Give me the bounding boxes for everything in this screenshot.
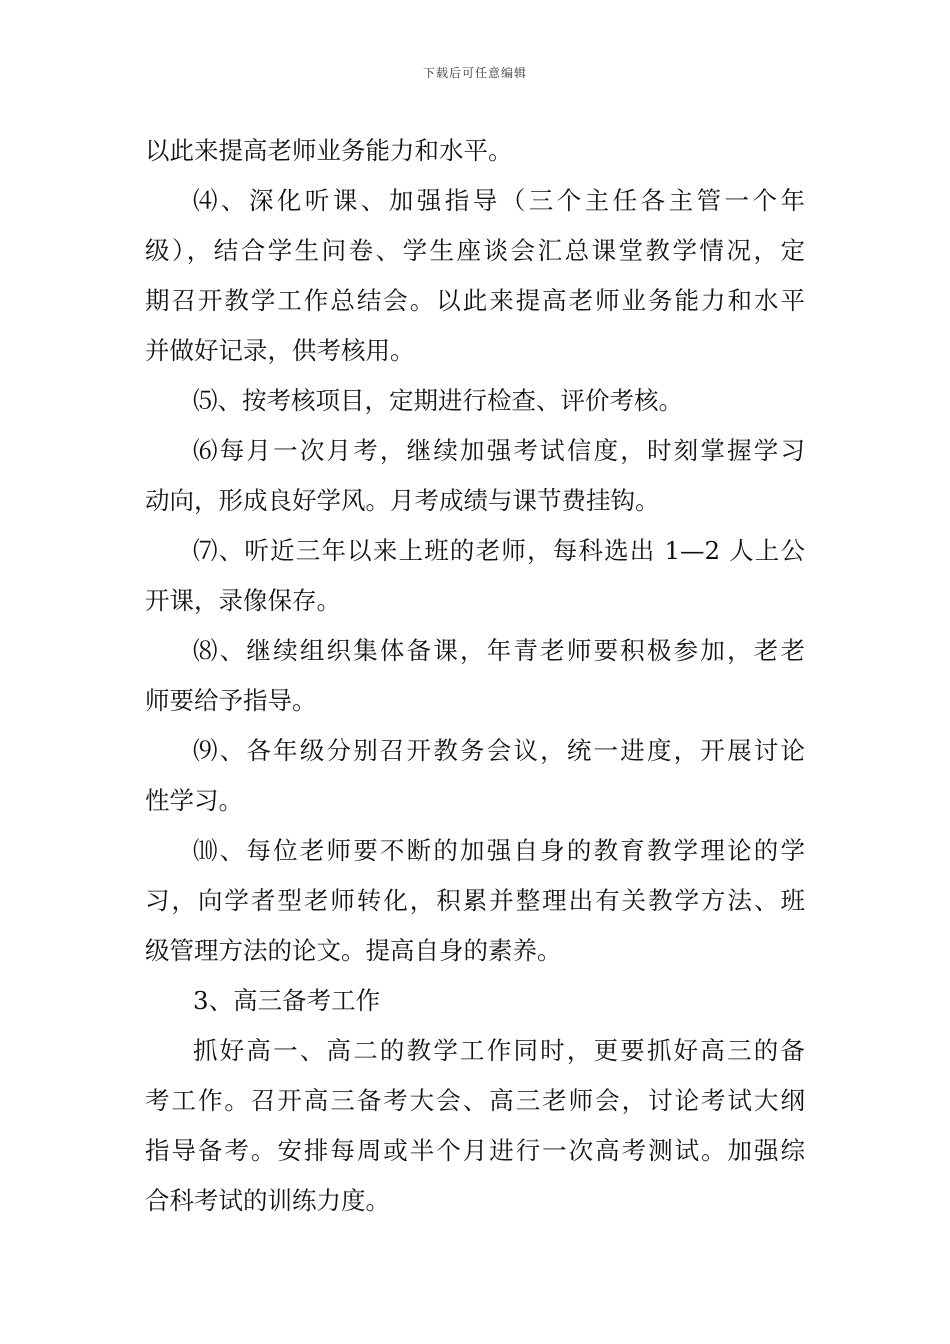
text-line: 合科考试的训练力度。 — [145, 1186, 390, 1215]
text-line: 动向，形成良好学风。月考成绩与课节费挂钩。 — [145, 486, 660, 515]
text-line: 期召开教学工作总结会。以此来提高老师业务能力和水平 — [145, 286, 805, 315]
text-line: 以此来提高老师业务能力和水平。 — [145, 136, 513, 165]
text-line: ⑺、听近三年以来上班的老师，每科选出 1—2 人上公 — [193, 536, 805, 565]
text-line: ⑻、继续组织集体备课，年青老师要积极参加，老老 — [193, 636, 805, 665]
text-line: 级管理方法的论文。提高自身的素养。 — [145, 936, 562, 965]
section-heading: 3、高三备考工作 — [193, 986, 381, 1015]
text-line: ⑽、每位老师要不断的加强自身的教育教学理论的学 — [193, 836, 805, 865]
text-line: ⑼、各年级分别召开教务会议，统一进度，开展讨论 — [193, 736, 805, 765]
text-line: 指导备考。安排每周或半个月进行一次高考测试。加强综 — [145, 1136, 805, 1165]
text-line: ⑹每月一次月考，继续加强考试信度，时刻掌握学习 — [193, 436, 805, 465]
text-line: 考工作。召开高三备考大会、高三老师会，讨论考试大纲 — [145, 1086, 805, 1115]
text-line: ⑸、按考核项目，定期进行检查、评价考核。 — [193, 386, 683, 415]
text-line: 师要给予指导。 — [145, 686, 317, 715]
text-line: ⑷、深化听课、加强指导（三个主任各主管一个年 — [193, 186, 805, 215]
text-line: 习，向学者型老师转化，积累并整理出有关教学方法、班 — [145, 886, 805, 915]
text-line: 并做好记录，供考核用。 — [145, 336, 415, 365]
text-line: 级），结合学生问卷、学生座谈会汇总课堂教学情况，定 — [145, 236, 805, 265]
text-line: 性学习。 — [145, 786, 243, 815]
page-header: 下载后可任意编辑 — [422, 66, 527, 80]
text-line: 开课，录像保存。 — [145, 586, 341, 615]
document-body — [145, 126, 805, 1226]
text-line: 抓好高一、高二的教学工作同时，更要抓好高三的备 — [193, 1036, 805, 1065]
